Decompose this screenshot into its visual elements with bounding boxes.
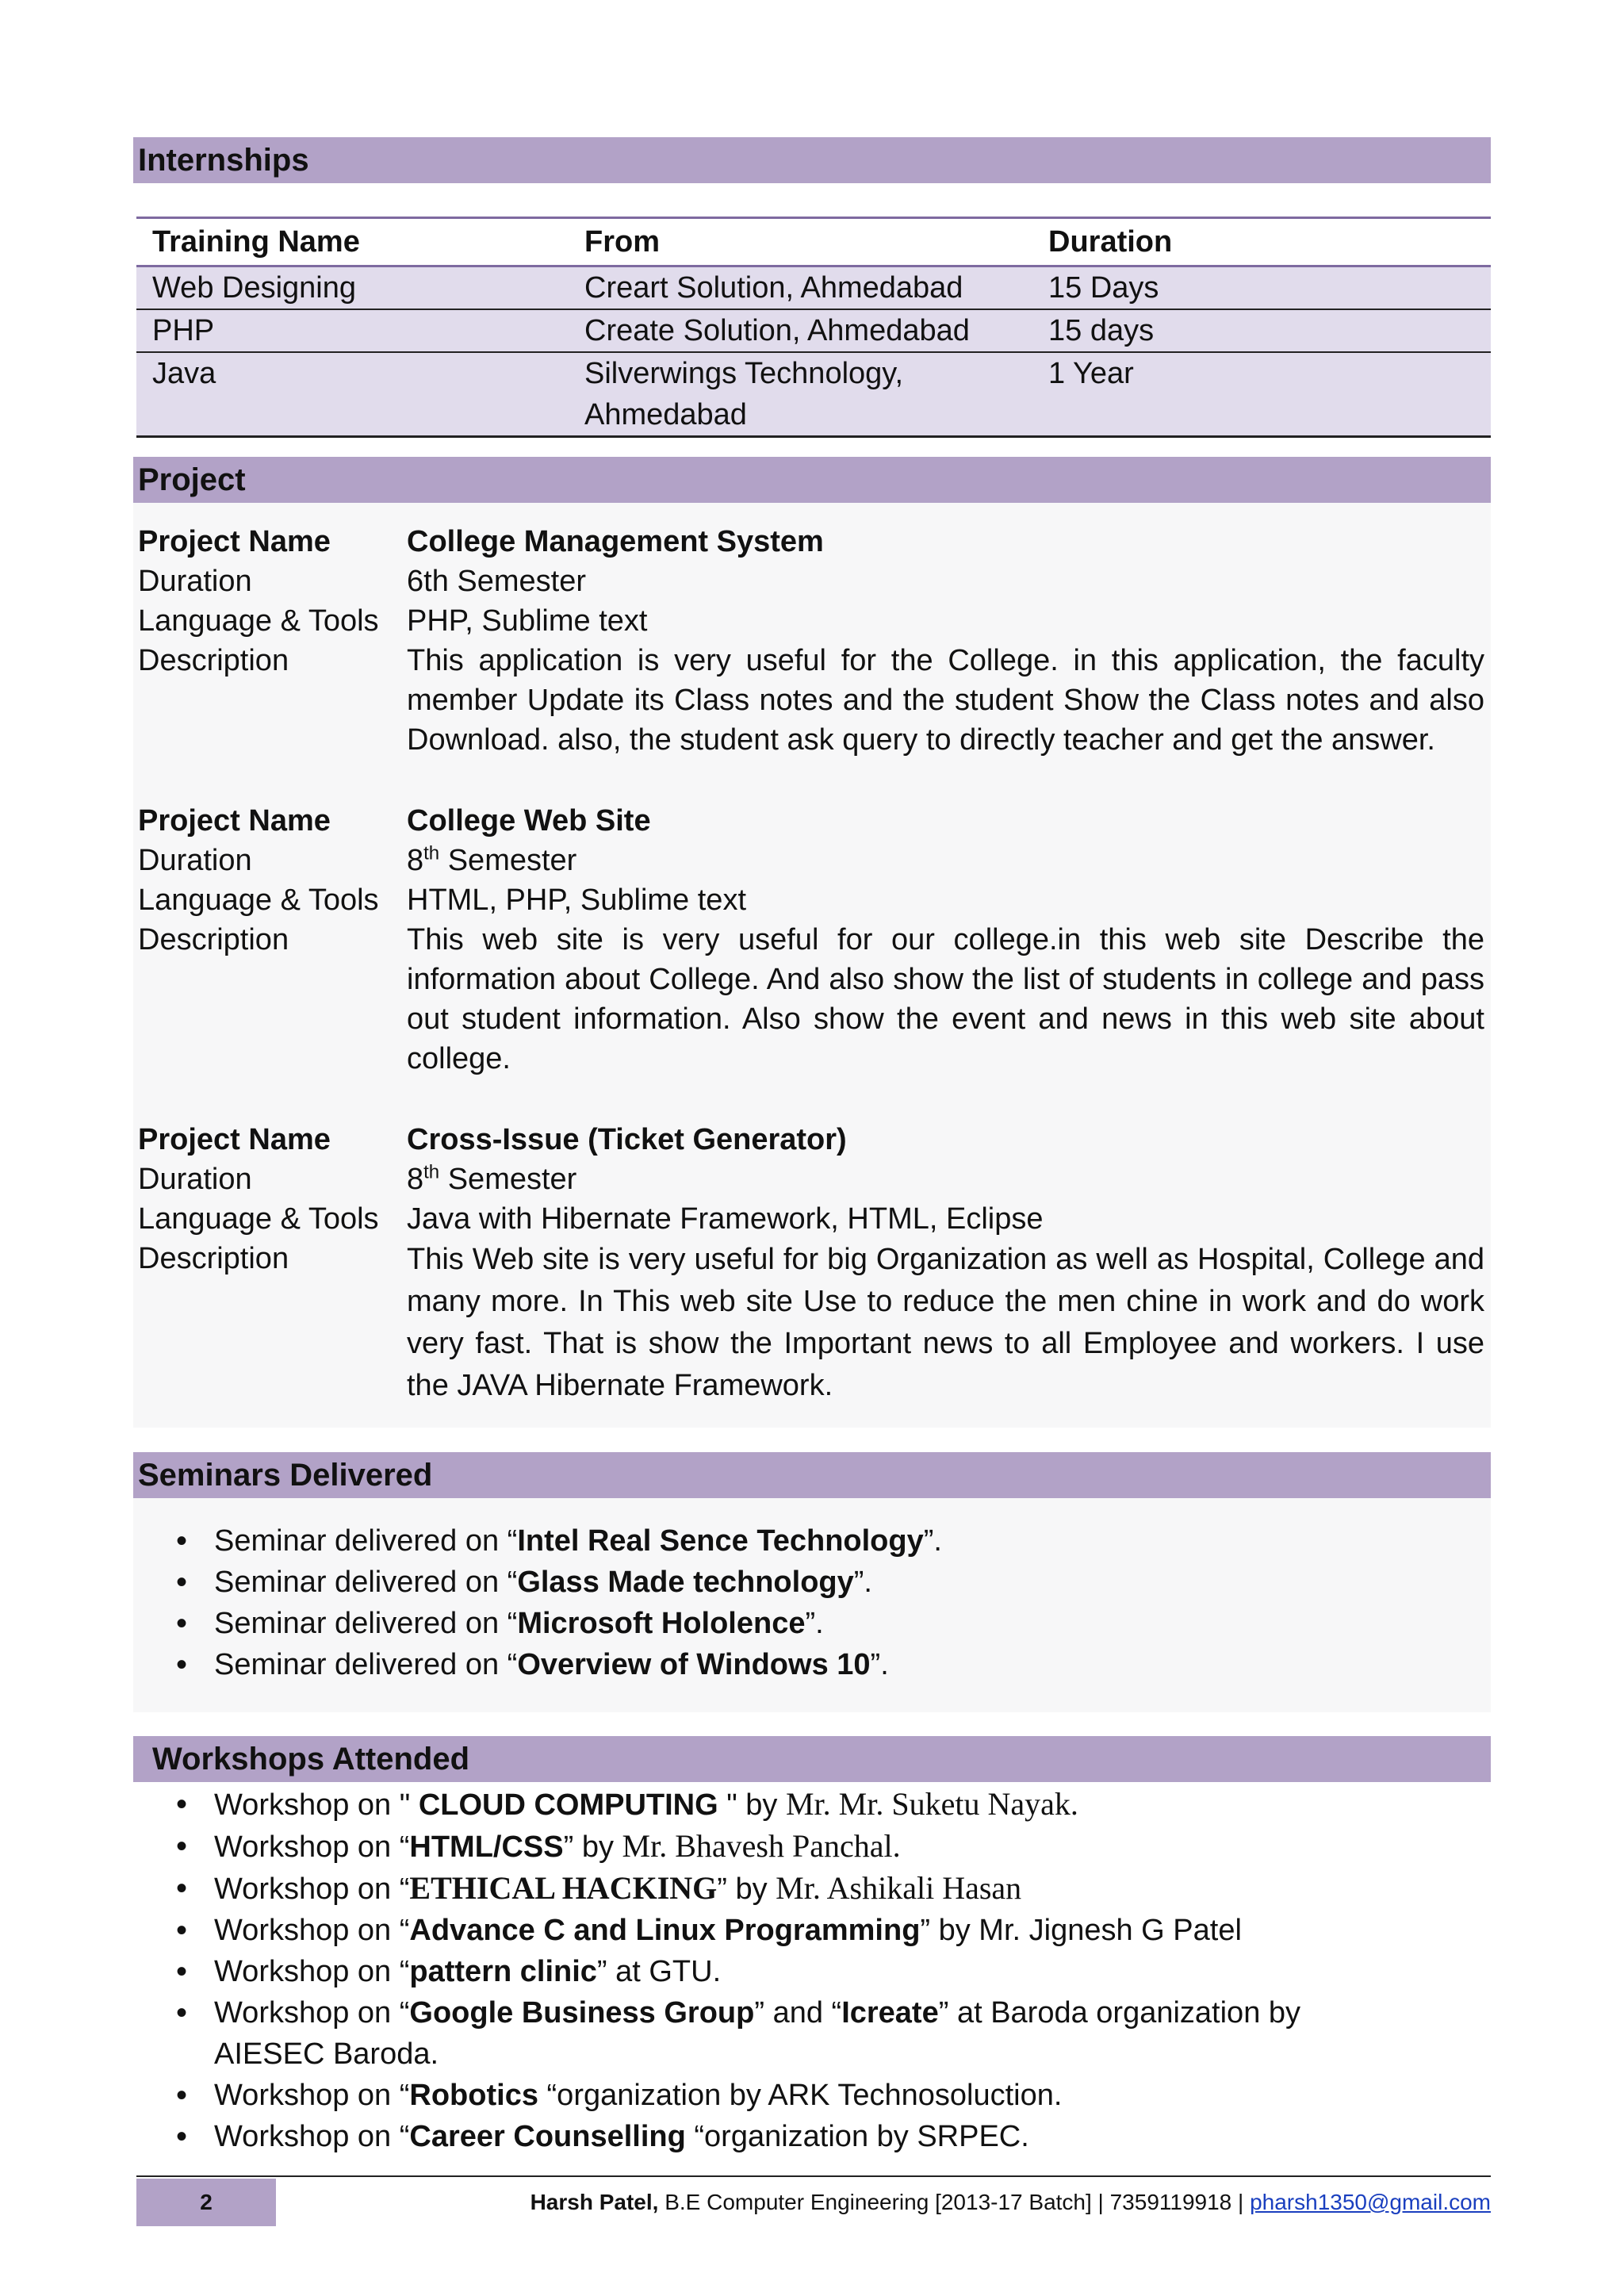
page-number: 2 bbox=[136, 2179, 276, 2226]
tools-label: Language & Tools bbox=[138, 1202, 379, 1236]
workshops-list bbox=[133, 1782, 1491, 2157]
training-name-cell: Java bbox=[152, 357, 216, 390]
list-item: • Seminar delivered on “Glass Made technology”. bbox=[133, 1562, 1491, 1603]
project-name-label: Project Name bbox=[138, 525, 331, 558]
project-duration: 8th Semester bbox=[407, 842, 577, 877]
column-header-training-name: Training Name bbox=[152, 225, 360, 259]
project-duration: 8th Semester bbox=[407, 1161, 577, 1196]
from-cell: Creart Solution, Ahmedabad bbox=[584, 271, 963, 305]
seminars-list bbox=[133, 1498, 1491, 1685]
list-item: • Workshop on “Robotics “organization by ARK Technosoluction. bbox=[133, 2075, 1491, 2116]
internships-heading: Internships bbox=[133, 137, 1491, 183]
project-heading: Project bbox=[133, 457, 1491, 503]
tools-label: Language & Tools bbox=[138, 884, 379, 917]
email-link[interactable]: pharsh1350@gmail.com bbox=[1250, 2190, 1491, 2214]
project-name-label: Project Name bbox=[138, 804, 331, 838]
project-item bbox=[133, 1120, 1491, 1407]
seminars-heading: Seminars Delivered bbox=[133, 1452, 1491, 1498]
project-section bbox=[133, 457, 1491, 1428]
project-description: This Web site is very useful for big Organization as well as Hospital, College and many more. In This web site Use to reduce the men chine in work and do work very fast. That is show the Important news to all Employee and workers. I use the JAVA Hibernate Framework. bbox=[407, 1243, 1484, 1402]
duration-label: Duration bbox=[138, 1163, 252, 1196]
project-duration: 6th Semester bbox=[407, 565, 586, 598]
duration-label: Duration bbox=[138, 844, 252, 877]
list-item: • Seminar delivered on “Overview of Windows 10”. bbox=[133, 1644, 1491, 1685]
table-row bbox=[136, 267, 1491, 310]
footer-details: B.E Computer Engineering [2013-17 Batch] | 7359119918 | bbox=[658, 2190, 1251, 2214]
list-item: • Workshop on “Career Counselling “organization by SRPEC. bbox=[133, 2116, 1491, 2157]
footer-contact bbox=[530, 2183, 1491, 2222]
project-item bbox=[133, 801, 1491, 1079]
internships-section bbox=[133, 137, 1491, 183]
list-item: • Workshop on “HTML/CSS” by Mr. Bhavesh Panchal. bbox=[133, 1826, 1491, 1868]
table-header-row bbox=[136, 217, 1491, 267]
list-item: • Seminar delivered on “Microsoft Hololence”. bbox=[133, 1603, 1491, 1644]
from-cell: Create Solution, Ahmedabad bbox=[584, 314, 970, 347]
project-name-label: Project Name bbox=[138, 1123, 331, 1156]
description-label: Description bbox=[138, 923, 289, 956]
list-item: • Seminar delivered on “Intel Real Sence Technology”. bbox=[133, 1520, 1491, 1562]
from-cell: Silverwings Technology, Ahmedabad bbox=[584, 357, 904, 431]
table-row bbox=[136, 353, 1491, 438]
workshops-section bbox=[133, 1736, 1491, 2157]
project-list bbox=[133, 503, 1491, 1407]
project-tools: HTML, PHP, Sublime text bbox=[407, 884, 747, 917]
duration-cell: 15 days bbox=[1048, 314, 1155, 347]
column-header-from: From bbox=[584, 225, 660, 259]
list-item: • Workshop on “ETHICAL HACKING” by Mr. Ashikali Hasan bbox=[133, 1868, 1491, 1910]
description-label: Description bbox=[138, 1242, 289, 1275]
project-name: Cross-Issue (Ticket Generator) bbox=[407, 1123, 847, 1156]
training-name-cell: PHP bbox=[152, 314, 215, 347]
list-item: • Workshop on “Google Business Group” and “Icreate” at Baroda organization by AIESEC Baroda. bbox=[133, 1992, 1491, 2075]
footer-divider bbox=[136, 2175, 1491, 2177]
footer-name: Harsh Patel, bbox=[530, 2190, 659, 2214]
list-item: • Workshop on " CLOUD COMPUTING " by Mr. Mr. Suketu Nayak. bbox=[133, 1784, 1491, 1826]
duration-cell: 1 Year bbox=[1048, 357, 1134, 390]
internships-table bbox=[136, 217, 1491, 438]
project-tools: PHP, Sublime text bbox=[407, 604, 648, 638]
workshops-heading: Workshops Attended bbox=[133, 1736, 1491, 1782]
list-item: • Workshop on “pattern clinic” at GTU. bbox=[133, 1951, 1491, 1992]
training-name-cell: Web Designing bbox=[152, 271, 357, 305]
project-name: College Web Site bbox=[407, 804, 651, 838]
duration-label: Duration bbox=[138, 565, 252, 598]
list-item: • Workshop on “Advance C and Linux Programming” by Mr. Jignesh G Patel bbox=[133, 1910, 1491, 1951]
project-description: This application is very useful for the College. in this application, the faculty member Update its Class notes and the student Show the Class notes and also Download. also, the student ask query to directly teacher and get the answer. bbox=[407, 644, 1484, 757]
table-row bbox=[136, 310, 1491, 353]
project-item bbox=[133, 522, 1491, 760]
description-label: Description bbox=[138, 644, 289, 677]
column-header-duration: Duration bbox=[1048, 225, 1173, 259]
seminars-section bbox=[133, 1452, 1491, 1712]
project-tools: Java with Hibernate Framework, HTML, Eclipse bbox=[407, 1202, 1044, 1236]
project-description: This web site is very useful for our college.in this web site Describe the information about College. And also show the list of students in college and pass out student information. Also show the event and news in this web site about college. bbox=[407, 923, 1484, 1075]
tools-label: Language & Tools bbox=[138, 604, 379, 638]
project-name: College Management System bbox=[407, 525, 824, 558]
duration-cell: 15 Days bbox=[1048, 271, 1159, 305]
